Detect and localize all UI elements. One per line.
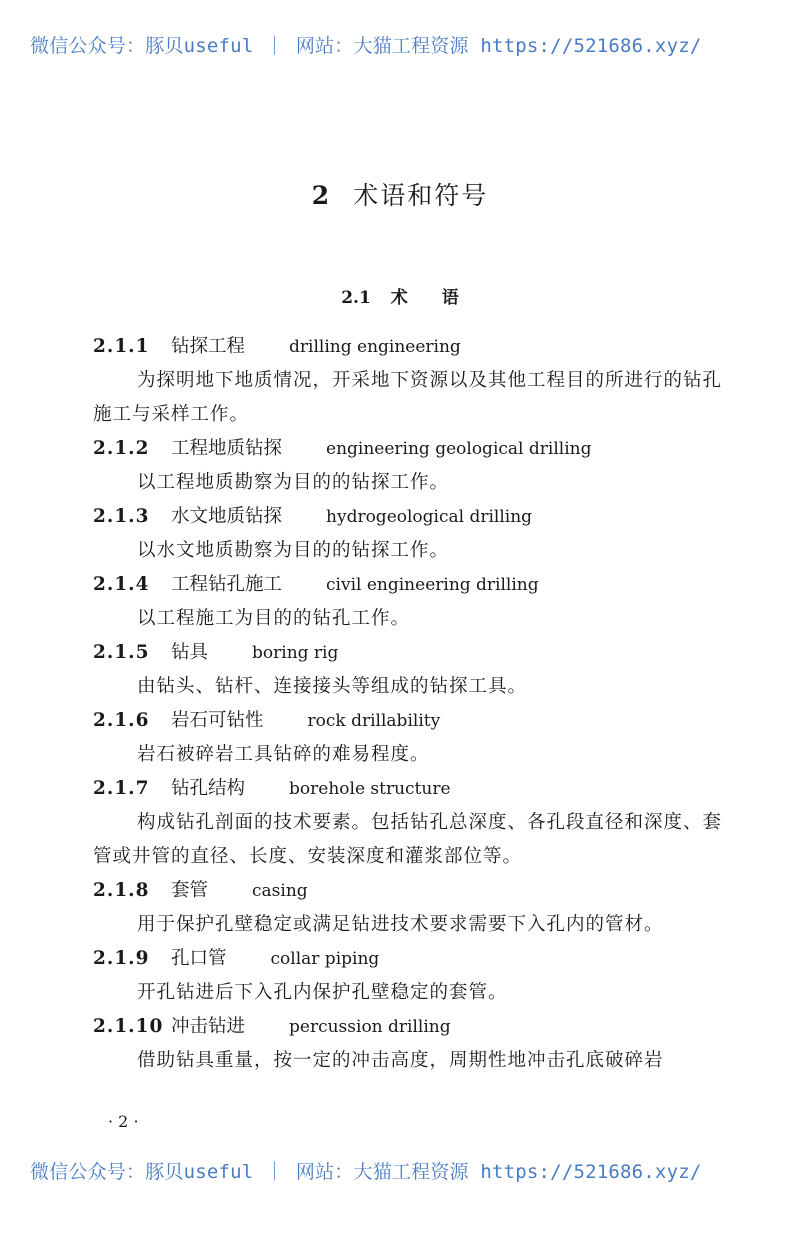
section-title-part: 术 bbox=[390, 288, 408, 308]
term-english: boring rig bbox=[252, 643, 339, 663]
term-number: 2.1.9 bbox=[93, 948, 150, 969]
term-english: civil engineering drilling bbox=[326, 575, 539, 595]
chapter-title: 术语和符号 bbox=[353, 181, 489, 210]
term-line bbox=[93, 636, 723, 670]
term-english: engineering geological drilling bbox=[326, 439, 592, 459]
term-number: 2.1.4 bbox=[93, 574, 150, 595]
term-line bbox=[93, 874, 723, 908]
term-definition: 开孔钻进后下入孔内保护孔壁稳定的套管。 bbox=[137, 982, 508, 1003]
term-definition: 以水文地质勘察为目的的钻探工作。 bbox=[137, 540, 450, 561]
term-chinese: 工程地质钻探 bbox=[171, 438, 283, 459]
term-line bbox=[93, 772, 723, 806]
term-number: 2.1.8 bbox=[93, 880, 150, 901]
term-english: casing bbox=[252, 881, 308, 901]
term-definition: 岩石被碎岩工具钻碎的难易程度。 bbox=[137, 744, 430, 765]
term-english: borehole structure bbox=[289, 779, 451, 799]
term-chinese: 钻孔结构 bbox=[171, 778, 246, 799]
term-english: collar piping bbox=[270, 949, 380, 969]
term-entry bbox=[93, 636, 723, 704]
term-english: drilling engineering bbox=[289, 337, 461, 357]
term-entry bbox=[93, 500, 723, 568]
term-chinese: 冲击钻进 bbox=[171, 1016, 246, 1037]
term-number: 2.1.10 bbox=[93, 1016, 164, 1037]
term-definition: 以工程地质勘察为目的的钻探工作。 bbox=[137, 472, 450, 493]
term-chinese: 工程钻孔施工 bbox=[171, 574, 283, 595]
term-line bbox=[93, 568, 723, 602]
term-definition: 为探明地下地质情况，开采地下资源以及其他工程目的所进行的钻孔施工与采样工作。 bbox=[93, 370, 723, 425]
term-english: percussion drilling bbox=[289, 1017, 451, 1037]
term-line bbox=[93, 330, 723, 364]
term-line bbox=[93, 1010, 723, 1044]
term-definition: 以工程施工为目的的钻孔工作。 bbox=[137, 608, 411, 629]
watermark-bottom: 微信公众号：豚贝useful ｜ 网站：大猫工程资源 https://521686.xyz/ bbox=[30, 1161, 702, 1183]
term-entry bbox=[93, 772, 723, 874]
term-number: 2.1.7 bbox=[93, 778, 150, 799]
term-chinese: 岩石可钻性 bbox=[171, 710, 264, 731]
term-english: rock drillability bbox=[307, 711, 441, 731]
term-definition: 由钻头、钻杆、连接接头等组成的钻探工具。 bbox=[137, 676, 528, 697]
term-number: 2.1.3 bbox=[93, 506, 150, 527]
term-chinese: 孔口管 bbox=[171, 948, 227, 969]
section-number: 2.1 bbox=[341, 288, 371, 308]
terms-list bbox=[93, 330, 723, 1078]
term-definition: 借助钻具重量，按一定的冲击高度，周期性地冲击孔底破碎岩 bbox=[137, 1050, 664, 1071]
watermark-top: 微信公众号：豚贝useful ｜ 网站：大猫工程资源 https://521686.xyz/ bbox=[30, 35, 702, 57]
chapter-number: 2 bbox=[311, 181, 332, 210]
term-chinese: 套管 bbox=[171, 880, 209, 901]
term-entry bbox=[93, 1010, 723, 1078]
term-line bbox=[93, 432, 723, 466]
section-heading bbox=[0, 283, 800, 308]
term-chinese: 钻具 bbox=[171, 642, 209, 663]
term-line bbox=[93, 704, 723, 738]
chapter-heading bbox=[0, 176, 800, 212]
term-line bbox=[93, 942, 723, 976]
term-entry bbox=[93, 568, 723, 636]
section-title-part: 语 bbox=[441, 288, 459, 308]
term-number: 2.1.2 bbox=[93, 438, 150, 459]
page-number: · 2 · bbox=[108, 1112, 139, 1131]
term-chinese: 水文地质钻探 bbox=[171, 506, 283, 527]
term-entry bbox=[93, 704, 723, 772]
term-line bbox=[93, 500, 723, 534]
term-number: 2.1.1 bbox=[93, 336, 150, 357]
term-entry bbox=[93, 874, 723, 942]
term-entry bbox=[93, 942, 723, 1010]
term-number: 2.1.6 bbox=[93, 710, 150, 731]
term-definition: 构成钻孔剖面的技术要素。包括钻孔总深度、各孔段直径和深度、套管或井管的直径、长度、安装深度和灌浆部位等。 bbox=[93, 812, 723, 867]
term-entry bbox=[93, 330, 723, 432]
term-chinese: 钻探工程 bbox=[171, 336, 246, 357]
term-definition: 用于保护孔壁稳定或满足钻进技术要求需要下入孔内的管材。 bbox=[137, 914, 664, 935]
term-number: 2.1.5 bbox=[93, 642, 150, 663]
term-entry bbox=[93, 432, 723, 500]
term-english: hydrogeological drilling bbox=[326, 507, 533, 527]
